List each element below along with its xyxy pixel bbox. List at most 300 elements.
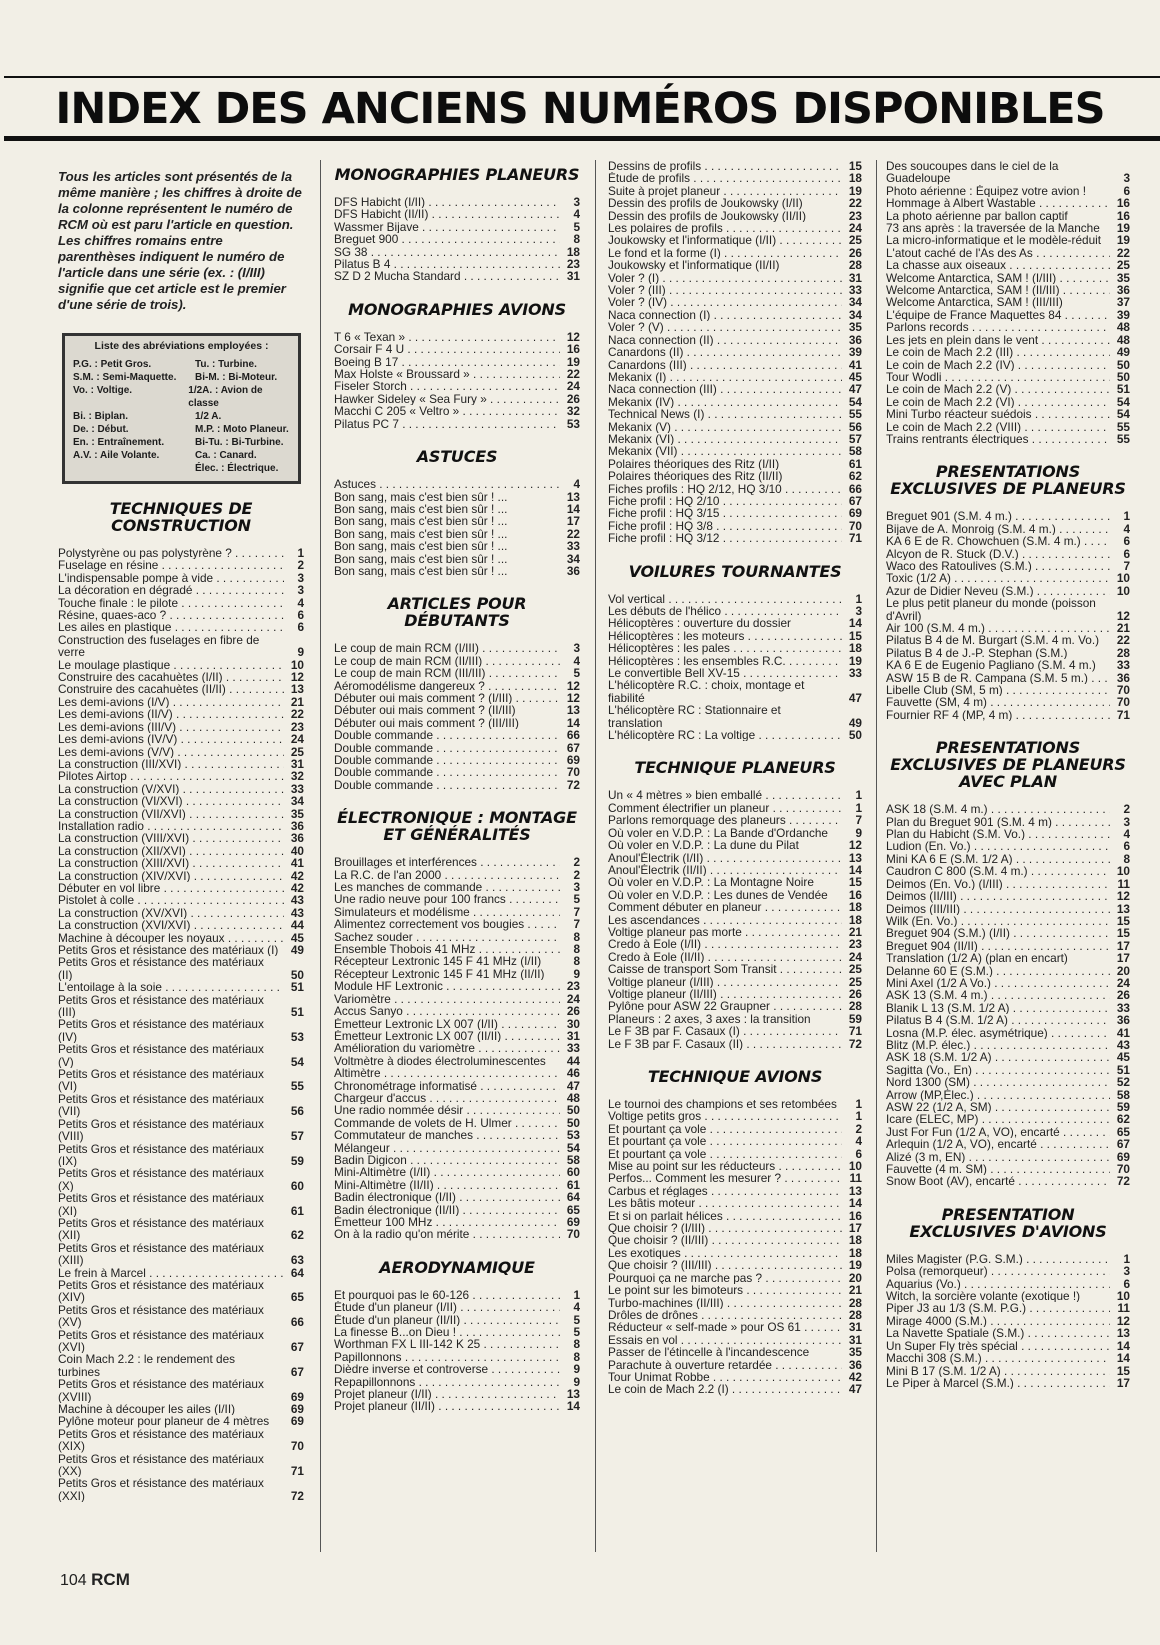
entry-issue-number: 19 xyxy=(848,1258,862,1273)
entry-title: Trains rentrants électriques . . . xyxy=(886,433,1110,445)
index-entry xyxy=(334,754,580,766)
entry-title: Anoul'Électrik (II/II) . . . xyxy=(608,864,842,876)
index-entry xyxy=(886,535,1130,547)
section-gap xyxy=(58,1502,304,1514)
section-gap xyxy=(334,1413,580,1425)
entry-issue-number: 9 xyxy=(573,1362,580,1377)
entry-title: Émetteur Lextronic LX 007 (I/II) . . . xyxy=(334,1018,560,1030)
entry-issue-number: 72 xyxy=(566,777,580,792)
entry-issue-number: 9 xyxy=(573,966,580,981)
index-entry xyxy=(334,1166,580,1178)
index-entry xyxy=(886,915,1130,927)
entry-title: Badin électronique (I/II) . . . xyxy=(334,1191,560,1203)
entry-title: Icare (ELEC, MP) . . . xyxy=(886,1113,1110,1125)
entry-issue-number: 39 xyxy=(848,345,862,360)
entry-issue-number: 35 xyxy=(848,1345,862,1360)
index-entry xyxy=(334,1117,580,1129)
abbreviation-text xyxy=(73,462,195,475)
entry-title: Bon sang, mais c'est bien sûr ! ... xyxy=(334,515,508,528)
intro-paragraph: Les chiffres romains entre parenthèses indiquent le numéro de l'article dans une série (ex. : (I/III) signifie que cet article est le premier d'une série de trois). xyxy=(58,233,286,312)
entry-title: Miles Magister (P.G. S.M.) . . . xyxy=(886,1253,1110,1265)
entry-title: Mélangeur . . . xyxy=(334,1142,560,1154)
intro-paragraph: Tous les articles sont présentés de la même manière ; les chiffres à droite de la colonne représentent le numéro de RCM où est paru l'article en question. xyxy=(58,169,302,232)
index-entry xyxy=(608,1160,862,1172)
entry-title: Fiche profil : HQ 3/15 . . . xyxy=(608,507,842,519)
entry-issue-number: 17 xyxy=(848,1221,862,1236)
entry-issue-number: 3 xyxy=(573,641,580,656)
entry-title: Comment électrifier un planeur . . . xyxy=(608,802,842,814)
section-heading: TECHNIQUE AVIONS xyxy=(647,1067,823,1086)
index-entry xyxy=(58,621,304,633)
index-entry xyxy=(334,503,580,515)
index-entry xyxy=(334,246,580,258)
entry-issue-number: 13 xyxy=(566,1387,580,1402)
entry-issue-number: 26 xyxy=(566,1004,580,1019)
entry-title: Mini Axel (1/2 A Vo.) . . . xyxy=(886,977,1110,989)
entry-title: Pilatus PC 7 . . . xyxy=(334,418,560,430)
entry-title: Voler ? (I) . . . xyxy=(608,272,842,284)
index-entry xyxy=(886,696,1130,708)
entry-title: Que choisir ? (I/III) . . . xyxy=(608,1222,842,1234)
index-entry xyxy=(886,1113,1130,1125)
abbreviation-text: Vo. : Voltige. xyxy=(73,385,133,396)
index-entry xyxy=(58,572,304,584)
entry-issue-number: 58 xyxy=(848,444,862,459)
entry-issue-number: 24 xyxy=(848,949,862,964)
index-entry xyxy=(608,1334,862,1346)
entry-issue-number: 31 xyxy=(290,756,304,771)
index-entry xyxy=(58,746,304,758)
entry-title: Bijave de A. Monroig (S.M. 4 m.) . . . xyxy=(886,523,1110,535)
index-entry xyxy=(334,553,580,565)
entry-issue-number: 70 xyxy=(566,765,580,780)
entry-issue-number: 5 xyxy=(573,892,580,907)
entry-issue-number: 49 xyxy=(848,715,862,730)
index-entry xyxy=(886,977,1130,989)
entry-title: Pilatus B 4 (S.M. 1/2 A) . . . xyxy=(886,1014,1110,1026)
entry-title: Worthman FX L III-142 K 25 . . . xyxy=(334,1338,560,1350)
entry-title: Comment débuter en planeur . . . xyxy=(608,901,842,913)
entry-issue-number: 6 xyxy=(1123,839,1130,854)
entry-title: Étude d'un planeur (I/II) . . . xyxy=(334,1301,560,1313)
entry-issue-number: 9 xyxy=(855,825,862,840)
entry-issue-number: 26 xyxy=(848,986,862,1001)
index-entry xyxy=(886,1290,1130,1302)
index-entry xyxy=(886,259,1130,271)
entry-issue-number: 1 xyxy=(1123,509,1130,524)
index-entry xyxy=(58,832,304,844)
entry-title: Petits Gros et résistance des matériaux (IV) xyxy=(58,1018,264,1044)
entry-title: DFS Habicht (II/II) . . . xyxy=(334,208,560,220)
entry-title: Mekanix (VII) . . . xyxy=(608,445,842,457)
index-entry xyxy=(886,321,1130,333)
entry-title: Canardons (III) . . . xyxy=(608,359,842,371)
index-entry xyxy=(886,1002,1130,1014)
index-entry xyxy=(608,520,862,532)
entry-title: Parlons records . . . xyxy=(886,321,1110,333)
index-entry xyxy=(886,309,1130,321)
entry-issue-number: 10 xyxy=(1116,571,1130,586)
entry-issue-number: 44 xyxy=(290,918,304,933)
entry-issue-number: 36 xyxy=(290,818,304,833)
abbreviation-text: M.P. : Moto Planeur. xyxy=(195,424,289,435)
index-entry xyxy=(334,1080,580,1092)
entry-issue-number: 23 xyxy=(566,257,580,272)
entry-issue-number: 42 xyxy=(290,880,304,895)
entry-title: Fiche profil : HQ 2/10 . . . xyxy=(608,495,842,507)
entry-title: Caudron C 800 (S.M. 4 m.) . . . xyxy=(886,865,1110,877)
index-entry xyxy=(58,1093,304,1118)
index-entry xyxy=(608,926,862,938)
entry-title: Fiche profil : HQ 3/12 . . . xyxy=(608,532,842,544)
entry-title: ASK 18 (S.M. 4 m.) . . . xyxy=(886,803,1110,815)
entry-issue-number: 24 xyxy=(1116,975,1130,990)
index-entry xyxy=(608,321,862,333)
entry-issue-number: 14 xyxy=(848,1196,862,1211)
entry-title: Le point sur les bimoteurs . . . xyxy=(608,1284,842,1296)
entry-title: KA 6 E de R. Chowchuen (S.M. 4 m.) . . . xyxy=(886,535,1110,547)
entry-title: Ensemble Thobois 41 MHz . . . xyxy=(334,943,560,955)
entry-title: Petits Gros et résistance des matériaux (II) xyxy=(58,956,264,982)
entry-title: Les polaires de profils . . . xyxy=(608,222,842,234)
index-entry xyxy=(608,901,862,913)
entry-title: Bon sang, mais c'est bien sûr ! ... xyxy=(334,564,508,578)
index-entry xyxy=(608,963,862,975)
index-entry xyxy=(58,708,304,720)
entry-issue-number: 72 xyxy=(1116,1174,1130,1189)
index-entry xyxy=(608,1272,862,1284)
index-entry xyxy=(608,1197,862,1209)
index-entry xyxy=(334,993,580,1005)
index-entry xyxy=(608,914,862,926)
index-entry xyxy=(886,840,1130,852)
abbreviations-heading: Liste des abréviations employées : xyxy=(94,340,269,352)
entry-title: Double commande . . . xyxy=(334,779,560,791)
index-entry xyxy=(334,1092,580,1104)
index-entry xyxy=(334,1179,580,1191)
entry-issue-number: 13 xyxy=(290,682,304,697)
entry-issue-number: 45 xyxy=(290,930,304,945)
index-entry xyxy=(608,1383,862,1395)
entry-title: Les demi-avions (III/V) . . . xyxy=(58,721,284,733)
entry-title: Chronométrage informatisé . . . xyxy=(334,1080,560,1092)
entry-title: Deimos (II/III) . . . xyxy=(886,890,1110,902)
entry-issue-number: 49 xyxy=(290,943,304,957)
entry-title: Que choisir ? (II/III) . . . xyxy=(608,1234,842,1246)
entry-issue-number: 18 xyxy=(566,244,580,259)
entry-title: Air 100 (S.M. 4 m.) . . . xyxy=(886,622,1110,634)
index-entry xyxy=(334,565,580,577)
entry-issue-number: 56 xyxy=(290,1104,304,1119)
index-entry xyxy=(608,1185,862,1197)
entry-title: Hélicoptères : les moteurs . . . xyxy=(608,630,842,642)
abbreviation-text: Bi-M. : Bi-Moteur. xyxy=(195,372,278,383)
index-entry xyxy=(58,944,304,956)
entry-issue-number: 28 xyxy=(848,999,862,1014)
index-entry xyxy=(608,827,862,839)
index-entry xyxy=(886,1101,1130,1113)
index-entry xyxy=(608,1359,862,1371)
entry-issue-number: 46 xyxy=(566,1066,580,1081)
entry-issue-number: 12 xyxy=(1116,608,1130,623)
entry-title: Max Holste « Broussard » . . . xyxy=(334,368,560,380)
index-entry xyxy=(608,383,862,395)
entry-issue-number: 18 xyxy=(848,1233,862,1248)
index-entry xyxy=(608,1172,862,1184)
entry-issue-number: 8 xyxy=(573,942,580,957)
entry-issue-number: 11 xyxy=(1117,876,1130,891)
entry-title: Blitz (M.P. élec.) . . . xyxy=(886,1039,1110,1051)
index-entry xyxy=(608,617,862,629)
entry-issue-number: 66 xyxy=(848,481,862,496)
entry-issue-number: 4 xyxy=(573,477,580,492)
entry-issue-number: 67 xyxy=(290,1364,304,1379)
index-entry xyxy=(334,196,580,208)
entry-issue-number: 64 xyxy=(290,1265,304,1280)
entry-issue-number: 35 xyxy=(848,320,862,335)
entry-title: Essais en vol . . . xyxy=(608,1334,842,1346)
entry-issue-number: 28 xyxy=(848,1307,862,1322)
index-entry xyxy=(58,1018,304,1043)
entry-issue-number: 4 xyxy=(1123,521,1130,536)
index-entry xyxy=(608,1110,862,1122)
index-entry xyxy=(58,1192,304,1217)
entry-issue-number: 1 xyxy=(1123,1251,1130,1266)
entry-issue-number: 9 xyxy=(573,1374,580,1389)
entry-issue-number: 16 xyxy=(566,342,580,357)
entry-title: Installation radio . . . xyxy=(58,820,284,832)
entry-title: Débuter oui mais comment ? (I/III) . . . xyxy=(334,692,560,704)
abbreviation-text: En. : Entraînement. xyxy=(73,437,165,448)
entry-issue-number: 26 xyxy=(566,391,580,406)
index-entry xyxy=(334,1216,580,1228)
index-entry xyxy=(886,421,1130,433)
entry-title: Une radio nommée désir . . . xyxy=(334,1104,560,1116)
index-entry xyxy=(58,1118,304,1143)
entry-issue-number: 13 xyxy=(1116,901,1130,916)
entry-issue-number: 18 xyxy=(848,1245,862,1260)
entry-title: La construction (XII/XVI) . . . xyxy=(58,845,284,857)
entry-title: SZ D 2 Mucha Standard . . . xyxy=(334,270,560,282)
entry-title: Plan du Breguet 901 (S.M. 4 m) . . . xyxy=(886,816,1110,828)
entry-title: Petits Gros et résistance des matériaux (XIII) xyxy=(58,1241,264,1267)
entry-title: Ludion (En. Vo.) . . . xyxy=(886,840,1110,852)
entry-title: La construction (V/XVI) . . . xyxy=(58,783,284,795)
entry-title: La photo aérienne par ballon captif xyxy=(886,209,1068,223)
entry-title: Les manches de commande . . . xyxy=(334,881,560,893)
entry-issue-number: 12 xyxy=(566,690,580,705)
section-heading: TECHNIQUE PLANEURS xyxy=(634,758,836,778)
entry-issue-number: 50 xyxy=(848,728,862,743)
index-entry xyxy=(886,433,1130,445)
index-entry xyxy=(608,507,862,519)
entry-title: Et pourtant ça vole . . . xyxy=(608,1135,842,1147)
entry-title: Voltige petits gros . . . xyxy=(608,1110,842,1122)
entry-title: Losna (M.P. élec. asymétrique) . . . xyxy=(886,1027,1110,1039)
entry-title: Où voler en V.D.P. : La Montagne Noire xyxy=(608,876,814,889)
entry-issue-number: 5 xyxy=(573,219,580,234)
index-entry xyxy=(58,783,304,795)
index-entry xyxy=(608,1000,862,1012)
index-entry xyxy=(886,359,1130,371)
entry-issue-number: 1 xyxy=(855,1097,862,1111)
entry-title: Coin Mach 2.2 : le rendement des turbines xyxy=(58,1353,236,1379)
entry-issue-number: 71 xyxy=(848,531,862,546)
entry-title: Voltige planeur pas morte . . . xyxy=(608,926,842,938)
entry-title: Fauvette (4 m. SM) . . . xyxy=(886,1163,1110,1175)
index-entry xyxy=(58,1353,304,1378)
entry-issue-number: 4 xyxy=(573,1300,580,1315)
entry-issue-number: 6 xyxy=(297,620,304,635)
entry-title: Les demi-avions (I/V) . . . xyxy=(58,696,284,708)
index-entry xyxy=(334,393,580,405)
entry-issue-number: 11 xyxy=(849,1171,862,1186)
index-entry xyxy=(886,1163,1130,1175)
index-entry xyxy=(58,1043,304,1068)
index-entry xyxy=(58,634,304,659)
section-heading: MONOGRAPHIES AVIONS xyxy=(348,299,566,319)
entry-issue-number: 2 xyxy=(297,558,304,573)
entry-title: Accus Sanyo . . . xyxy=(334,1005,560,1017)
entry-title: Variomètre . . . xyxy=(334,993,560,1005)
entry-issue-number: 30 xyxy=(566,1016,580,1031)
entry-title: Corsair F 4 U . . . xyxy=(334,343,560,355)
entry-issue-number: 23 xyxy=(566,979,580,994)
entry-title: Hawker Sideley « Sea Fury » . . . xyxy=(334,393,560,405)
index-entry xyxy=(886,1175,1130,1187)
index-entry xyxy=(334,655,580,667)
index-entry xyxy=(886,1151,1130,1163)
entry-title: Le Piper à Marcel (S.M.) . . . xyxy=(886,1377,1110,1389)
index-entry xyxy=(334,1351,580,1363)
entry-title: Altimètre . . . xyxy=(334,1067,560,1079)
index-entry xyxy=(58,795,304,807)
index-entry xyxy=(334,1142,580,1154)
entry-title: Les demi-avions (II/V) . . . xyxy=(58,708,284,720)
section-gap xyxy=(886,1188,1130,1200)
index-entry xyxy=(886,523,1130,535)
index-entry xyxy=(334,1018,580,1030)
entry-issue-number: 60 xyxy=(566,1165,580,1180)
abbreviation-row xyxy=(73,462,290,475)
index-entry xyxy=(334,380,580,392)
entry-issue-number: 21 xyxy=(848,924,862,939)
entry-title: La construction (XVI/XVI) . . . xyxy=(58,919,284,931)
entry-title: Sachez souder . . . xyxy=(334,931,560,943)
section-heading: ARTICLES POUR DÉBUTANTS xyxy=(387,594,527,631)
entry-issue-number: 71 xyxy=(1116,707,1130,722)
index-entry xyxy=(58,919,304,931)
index-entry xyxy=(886,1039,1130,1051)
entry-issue-number: 14 xyxy=(1116,1338,1130,1353)
entry-title: Étude de profils . . . xyxy=(608,172,842,184)
index-entry xyxy=(334,270,580,282)
entry-issue-number: 45 xyxy=(848,369,862,384)
entry-issue-number: 22 xyxy=(848,196,862,211)
entry-issue-number: 36 xyxy=(290,831,304,846)
abbreviation-text: Tu. : Turbine. xyxy=(195,359,257,370)
index-entry xyxy=(608,1234,862,1246)
entry-title: La construction (XV/XVI) . . . xyxy=(58,907,284,919)
index-entry xyxy=(608,421,862,433)
entry-title: Welcome Antarctica, SAM ! (III/III) xyxy=(886,296,1063,309)
entry-title: Turbo-machines (II/III) . . . xyxy=(608,1297,842,1309)
entry-issue-number: 59 xyxy=(848,1011,862,1026)
entry-issue-number: 14 xyxy=(566,501,580,516)
entry-issue-number: 41 xyxy=(290,856,304,871)
entry-title: Technical News (I) . . . xyxy=(608,408,842,420)
index-entry xyxy=(608,839,862,851)
entry-issue-number: 36 xyxy=(1116,283,1130,298)
index-entry xyxy=(608,1038,862,1050)
index-entry xyxy=(334,704,580,716)
entry-issue-number: 62 xyxy=(848,469,862,484)
entry-issue-number: 48 xyxy=(1116,332,1130,347)
index-entry xyxy=(58,981,304,993)
entry-issue-number: 61 xyxy=(290,1203,304,1218)
entry-issue-number: 50 xyxy=(1116,357,1130,372)
section-gap xyxy=(608,1050,862,1062)
entry-title: Vol vertical . . . xyxy=(608,593,842,605)
entry-issue-number: 3 xyxy=(855,604,862,618)
entry-issue-number: 8 xyxy=(1123,851,1130,866)
entry-title: Un Super Fly très spécial . . . xyxy=(886,1340,1110,1352)
entry-issue-number: 54 xyxy=(290,1054,304,1069)
entry-issue-number: 12 xyxy=(290,670,304,685)
entry-title: Anoul'Électrik (I/II) . . . xyxy=(608,852,842,864)
index-entry xyxy=(886,903,1130,915)
magazine-name: RCM xyxy=(91,1570,130,1589)
entry-issue-number: 51 xyxy=(1116,382,1130,397)
entry-issue-number: 45 xyxy=(1116,1050,1130,1065)
entry-title: Sagitta (Vo., En) . . . xyxy=(886,1064,1110,1076)
entry-issue-number: 33 xyxy=(566,1041,580,1056)
index-entry xyxy=(886,803,1130,815)
index-entry xyxy=(608,802,862,814)
entry-title: Machine à découper les ailes (I/II) xyxy=(58,1403,236,1416)
entry-title: Le coin de Mach 2.2 (I) . . . xyxy=(608,1383,842,1395)
entry-issue-number: 19 xyxy=(566,354,580,369)
abbreviation-text: Élec. : Électrique. xyxy=(195,463,279,474)
page-number: 104 xyxy=(60,1572,87,1589)
index-entry xyxy=(608,222,862,234)
entry-title: Projet planeur (I/II) . . . xyxy=(334,1388,560,1400)
index-entry xyxy=(886,1027,1130,1039)
entry-issue-number: 21 xyxy=(290,694,304,709)
entry-issue-number: 72 xyxy=(290,1488,304,1503)
entry-title: Plan du Habicht (S.M. Vo.) . . . xyxy=(886,828,1110,840)
entry-issue-number: 18 xyxy=(848,641,862,656)
entry-issue-number: 58 xyxy=(1116,1087,1130,1102)
index-entry xyxy=(608,988,862,1000)
abbreviation-text: De. : Début. xyxy=(73,424,129,435)
index-entry xyxy=(58,956,304,981)
entry-issue-number: 14 xyxy=(848,616,862,631)
entry-title: Les demi-avions (V/V) . . . xyxy=(58,746,284,758)
entry-title: Où voler en V.D.P. : La dune du Pilat xyxy=(608,839,799,852)
entry-title: La construction (VIII/XVI) . . . xyxy=(58,832,284,844)
entry-title: Astuces . . . xyxy=(334,478,560,490)
entry-title: L'hélicoptère RC : Stationnaire et translation xyxy=(608,704,781,730)
entry-issue-number: 51 xyxy=(1116,1062,1130,1077)
entry-title: Le coup de main RCM (II/III) . . . xyxy=(334,655,560,667)
entry-issue-number: 3 xyxy=(1123,1264,1130,1279)
entry-issue-number: 10 xyxy=(1116,583,1130,598)
entry-title: Petits Gros et résistance des matériaux (XVIII) xyxy=(58,1378,264,1404)
entry-title: Libelle Club (SM, 5 m) . . . xyxy=(886,684,1110,696)
entry-title: Petits Gros et résistance des matériaux (X) xyxy=(58,1167,264,1193)
index-entry xyxy=(58,1477,304,1502)
